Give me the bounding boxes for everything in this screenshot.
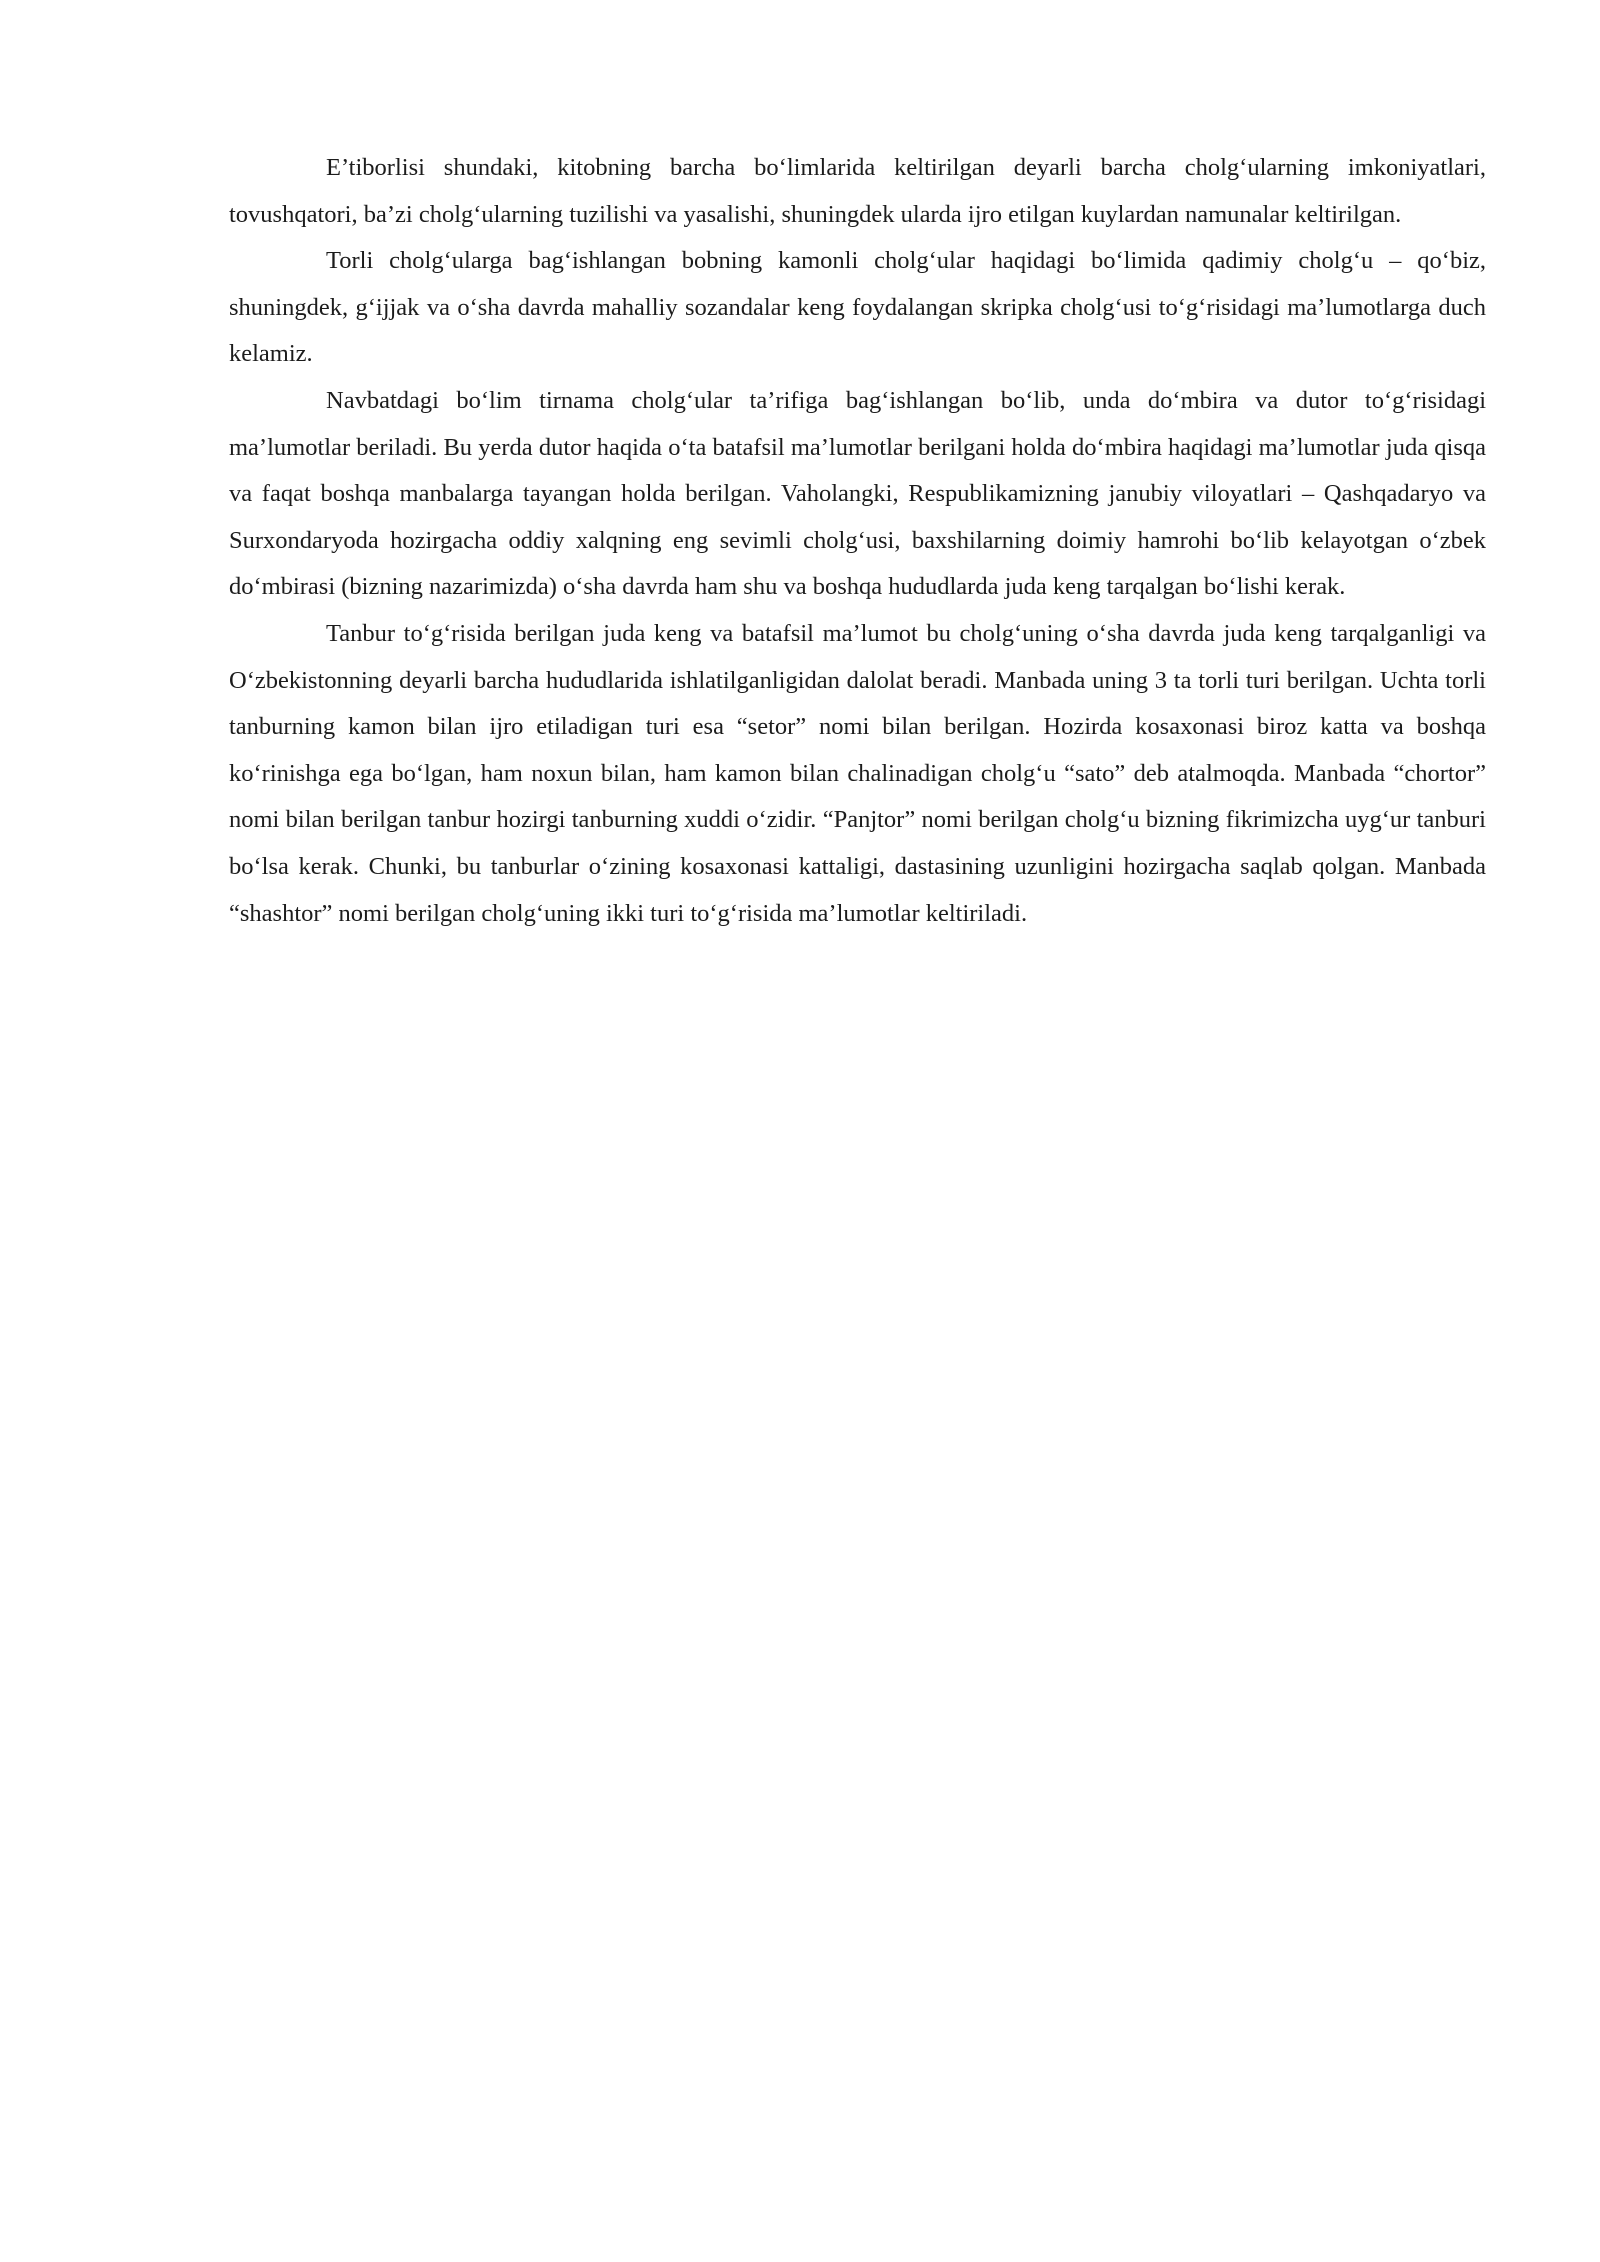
paragraph-4: Tanbur to‘g‘risida berilgan juda keng va batafsil ma’lumot bu cholg‘uning o‘sha davrda juda keng tarqalganligi va O‘zbekistonning deyarli barcha hududlarida ishlatilganligidan dalolat beradi. Manbada uning 3 ta torli turi berilgan. Uchta torli tanburning kamon bilan ijro etiladigan turi esa “setor” nomi bilan berilgan. Hozirda kosaxonasi biroz katta va boshqa ko‘rinishga ega bo‘lgan, ham noxun bilan, ham kamon bilan chalinadigan cholg‘u “sato” deb atalmoqda. Manbada “chortor” nomi bilan berilgan tanbur hozirgi tanburning xuddi o‘zidir. “Panjtor” nomi berilgan cholg‘u bizning fikrimizcha uyg‘ur tanburi bo‘lsa kerak. Chunki, bu tanburlar o‘zining kosaxonasi kattaligi, dastasining uzunligini hozirgacha saqlab qolgan. Manbada “shashtor” nomi berilgan cholg‘uning ikki turi to‘g‘risida ma’lumotlar keltiriladi.: [229, 619, 1486, 927]
paragraph-1: E’tiborlisi shundaki, kitobning barcha bo‘limlarida keltirilgan deyarli barcha cholg‘ularning imkoniyatlari, tovushqatori, ba’zi cholg‘ularning tuzilishi va yasalishi, shuningdek ularda ijro etilgan kuylardan namunalar keltirilgan.: [229, 154, 1486, 228]
document-body: [229, 145, 1486, 937]
paragraph-3: Navbatdagi bo‘lim tirnama cholg‘ular ta’rifiga bag‘ishlangan bo‘lib, unda do‘mbira va dutor to‘g‘risidagi ma’lumotlar beriladi. Bu yerda dutor haqida o‘ta batafsil ma’lumotlar berilgani holda do‘mbira haqidagi ma’lumotlar juda qisqa va faqat boshqa manbalarga tayangan holda berilgan. Vaholangki, Respublikamizning janubiy viloyatlari – Qashqadaryo va Surxondaryoda hozirgacha oddiy xalqning eng sevimli cholg‘usi, baxshilarning doimiy hamrohi bo‘lib kelayotgan o‘zbek do‘mbirasi (bizning nazarimizda) o‘sha davrda ham shu va boshqa hududlarda juda keng tarqalgan bo‘lishi kerak.: [229, 386, 1486, 601]
paragraph-2: Torli cholg‘ularga bag‘ishlangan bobning kamonli cholg‘ular haqidagi bo‘limida qadimiy cholg‘u – qo‘biz, shuningdek, g‘ijjak va o‘sha davrda mahalliy sozandalar keng foydalangan skripka cholg‘usi to‘g‘risidagi ma’lumotlarga duch kelamiz.: [229, 247, 1486, 368]
